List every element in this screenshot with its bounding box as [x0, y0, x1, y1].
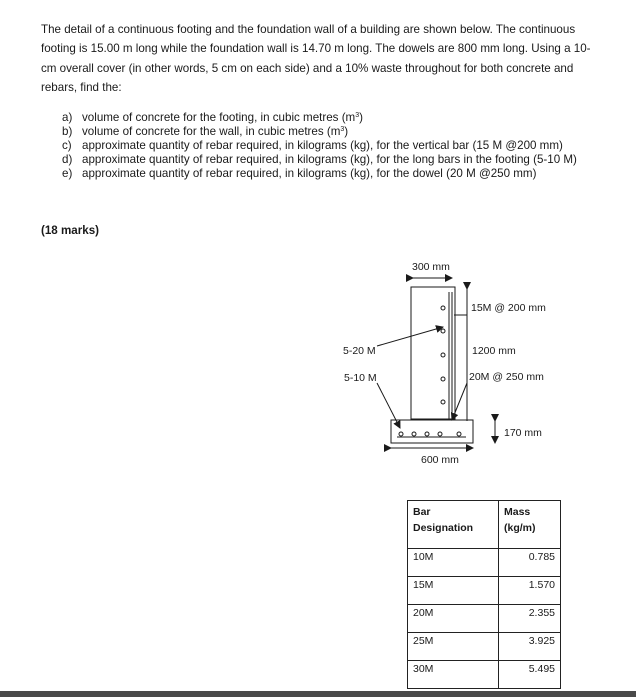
- question-item: c) approximate quantity of rebar required, in kilograms (kg), for the vertical bar (15 M @200 mm): [62, 139, 563, 152]
- table-row: [408, 633, 561, 661]
- footing-width-label: 600 mm: [421, 454, 459, 466]
- dowel-label: 20M @ 250 mm: [469, 371, 544, 383]
- wall-long-bars-label: 5-20 M: [343, 345, 376, 357]
- bar-designation-cell: 15M: [408, 577, 499, 605]
- table-row: [408, 549, 561, 577]
- question-item: d) approximate quantity of rebar required, in kilograms (kg), for the long bars in the footing (5-10 M): [62, 153, 577, 166]
- question-item: e) approximate quantity of rebar required, in kilograms (kg), for the dowel (20 M @250 mm): [62, 167, 537, 180]
- page-bottom-bar: [0, 691, 636, 697]
- header-mass: Mass (kg/m): [499, 501, 561, 549]
- foundation-wall: [411, 287, 455, 419]
- footing-bars-leader: [377, 383, 400, 428]
- mass-cell: 3.925: [499, 633, 561, 661]
- bar-designation-cell: 10M: [408, 549, 499, 577]
- table-row: [408, 661, 561, 689]
- question-item: b) volume of concrete for the wall, in cubic metres $(m^3)$: [62, 125, 349, 138]
- table-row: [408, 577, 561, 605]
- bar-designation-cell: 30M: [408, 661, 499, 689]
- marks-label: (18 marks): [41, 224, 100, 237]
- vertical-bar-label: 15M @ 200 mm: [471, 302, 546, 314]
- table-row: [408, 605, 561, 633]
- header-bar-designation: Bar Designation: [408, 501, 499, 549]
- bar-designation-cell: 20M: [408, 605, 499, 633]
- problem-intro: The detail of a continuous footing and the foundation wall of a building are shown below. The continuous footing is 15.00 m long while the foundation wall is 14.70 m long. The dowels are 800 mm long. Using a 10-cm overall cover (in other words, 5 cm on each side) and a 10% waste throughout for both concrete and rebars, find the:: [41, 23, 591, 94]
- footing-bars-label: 5-10 M: [344, 372, 377, 384]
- continuous-footing: [391, 420, 473, 443]
- footing-height-label: 170 mm: [504, 427, 542, 439]
- mass-cell: 1.570: [499, 577, 561, 605]
- bar-designation-cell: 25M: [408, 633, 499, 661]
- wall-width-label: 300 mm: [412, 261, 450, 273]
- mass-cell: 0.785: [499, 549, 561, 577]
- mass-cell: 5.495: [499, 661, 561, 689]
- question-item: a) volume of concrete for the footing, in cubic metres $(m^3)$: [62, 111, 363, 124]
- table-header-row: [408, 501, 561, 549]
- mass-cell: 2.355: [499, 605, 561, 633]
- wall-height-label: 1200 mm: [472, 345, 516, 357]
- bar-mass-table: [407, 500, 561, 689]
